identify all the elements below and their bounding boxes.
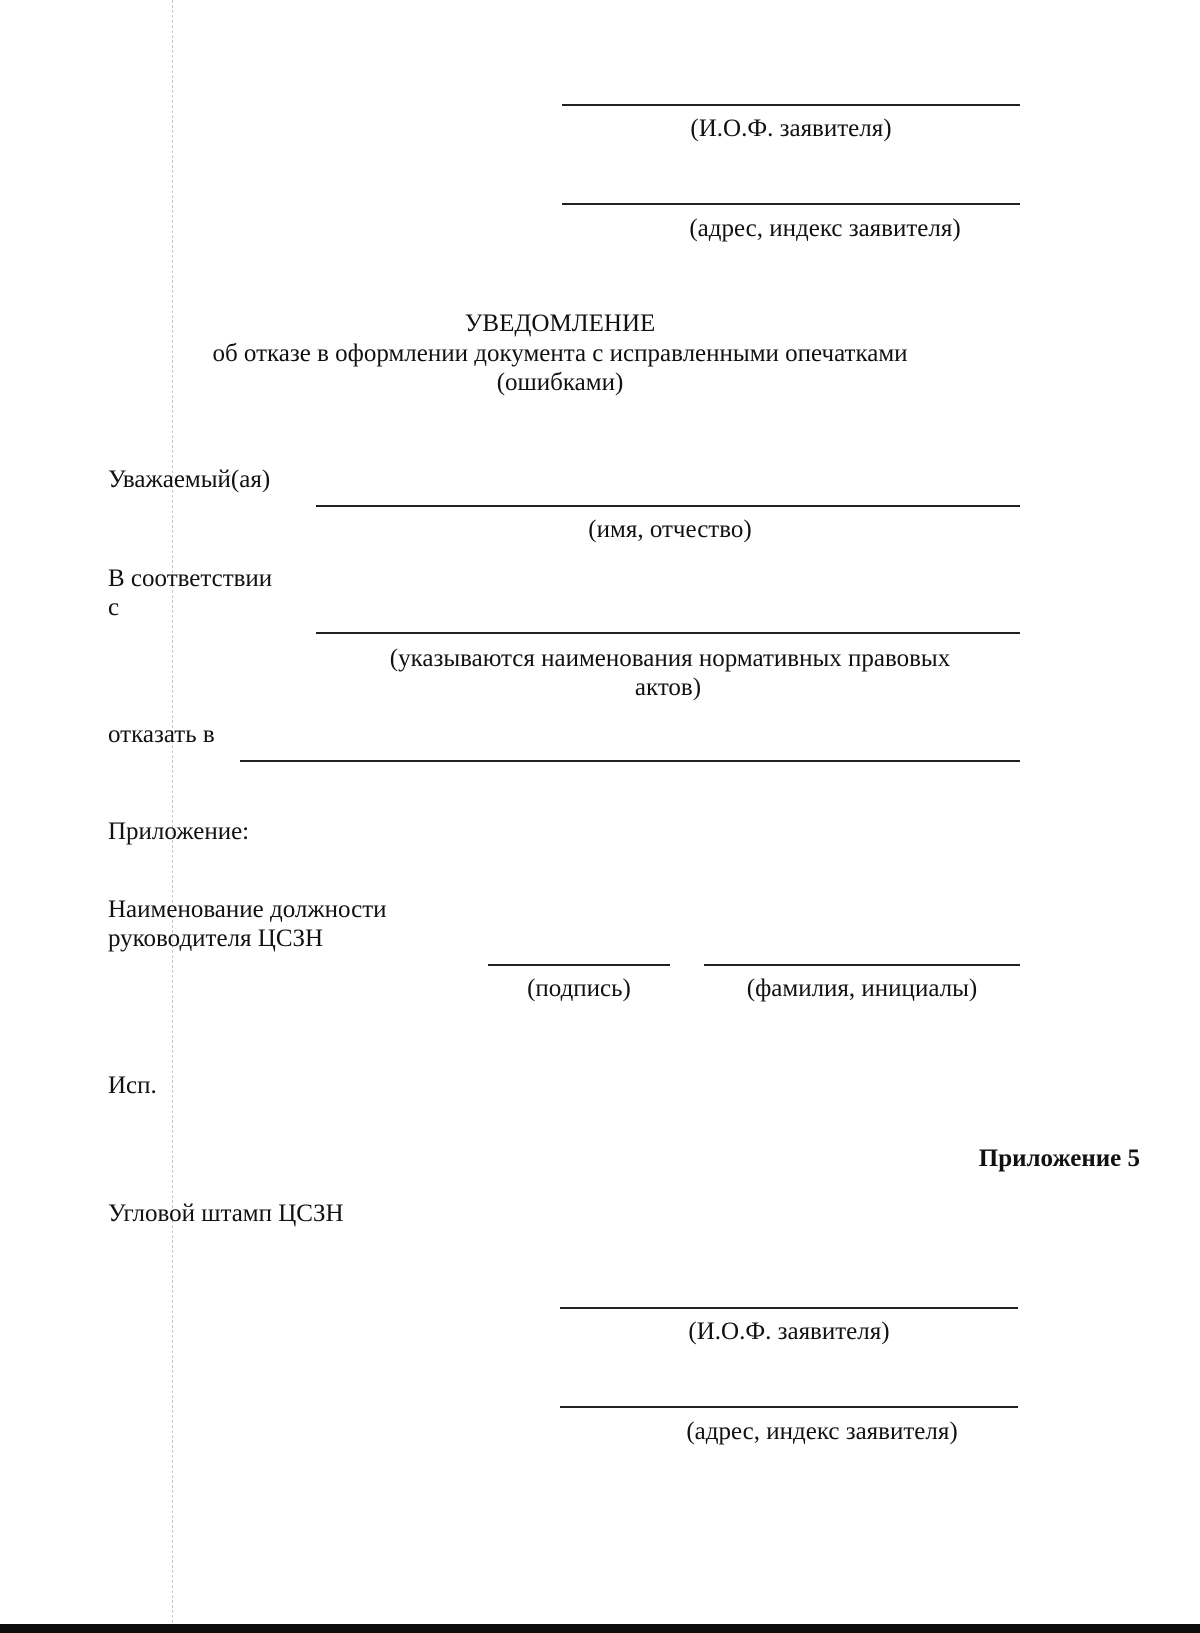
accordance-label-line2: с <box>108 594 120 621</box>
document-subtitle-line2: (ошибками) <box>496 369 624 396</box>
position-label-line2: руководителя ЦСЗН <box>108 925 324 952</box>
accordance-label-line1: В соответствии <box>108 565 273 592</box>
name-initials-caption: (фамилия, инициалы) <box>746 975 978 1002</box>
acts-caption-line1: (указываются наименования нормативных правовых <box>389 645 951 672</box>
corner-stamp-label: Угловой штамп ЦСЗН <box>108 1200 344 1227</box>
appendix-applicant-name-caption: (И.О.Ф. заявителя) <box>688 1318 890 1345</box>
refuse-label: отказать в <box>108 721 215 748</box>
signature-line <box>488 964 670 966</box>
refuse-line <box>240 760 1020 762</box>
applicant-name-caption: (И.О.Ф. заявителя) <box>690 115 892 142</box>
greeting-line <box>316 505 1020 507</box>
attachment-label: Приложение: <box>108 818 250 845</box>
document-subtitle-line1: об отказе в оформлении документа с исправленными опечатками <box>212 340 908 367</box>
name-initials-line <box>704 964 1020 966</box>
binding-margin-line <box>172 0 173 1633</box>
appendix-applicant-address-line <box>560 1406 1018 1408</box>
appendix-applicant-name-line <box>560 1307 1018 1309</box>
accordance-line <box>316 632 1020 634</box>
acts-caption-line2: актов) <box>634 674 702 701</box>
appendix-applicant-address-caption: (адрес, индекс заявителя) <box>686 1418 958 1445</box>
applicant-address-caption: (адрес, индекс заявителя) <box>689 215 961 242</box>
appendix-title: Приложение 5 <box>978 1145 1140 1172</box>
position-label-line1: Наименование должности <box>108 896 387 923</box>
executor-label: Исп. <box>108 1072 157 1099</box>
document-heading: УВЕДОМЛЕНИЕ <box>464 310 656 337</box>
scan-bottom-edge <box>0 1624 1200 1633</box>
applicant-address-line <box>562 203 1020 205</box>
greeting-label: Уважаемый(ая) <box>108 466 271 493</box>
greeting-caption: (имя, отчество) <box>588 516 752 543</box>
signature-caption: (подпись) <box>527 975 631 1002</box>
applicant-name-line <box>562 104 1020 106</box>
